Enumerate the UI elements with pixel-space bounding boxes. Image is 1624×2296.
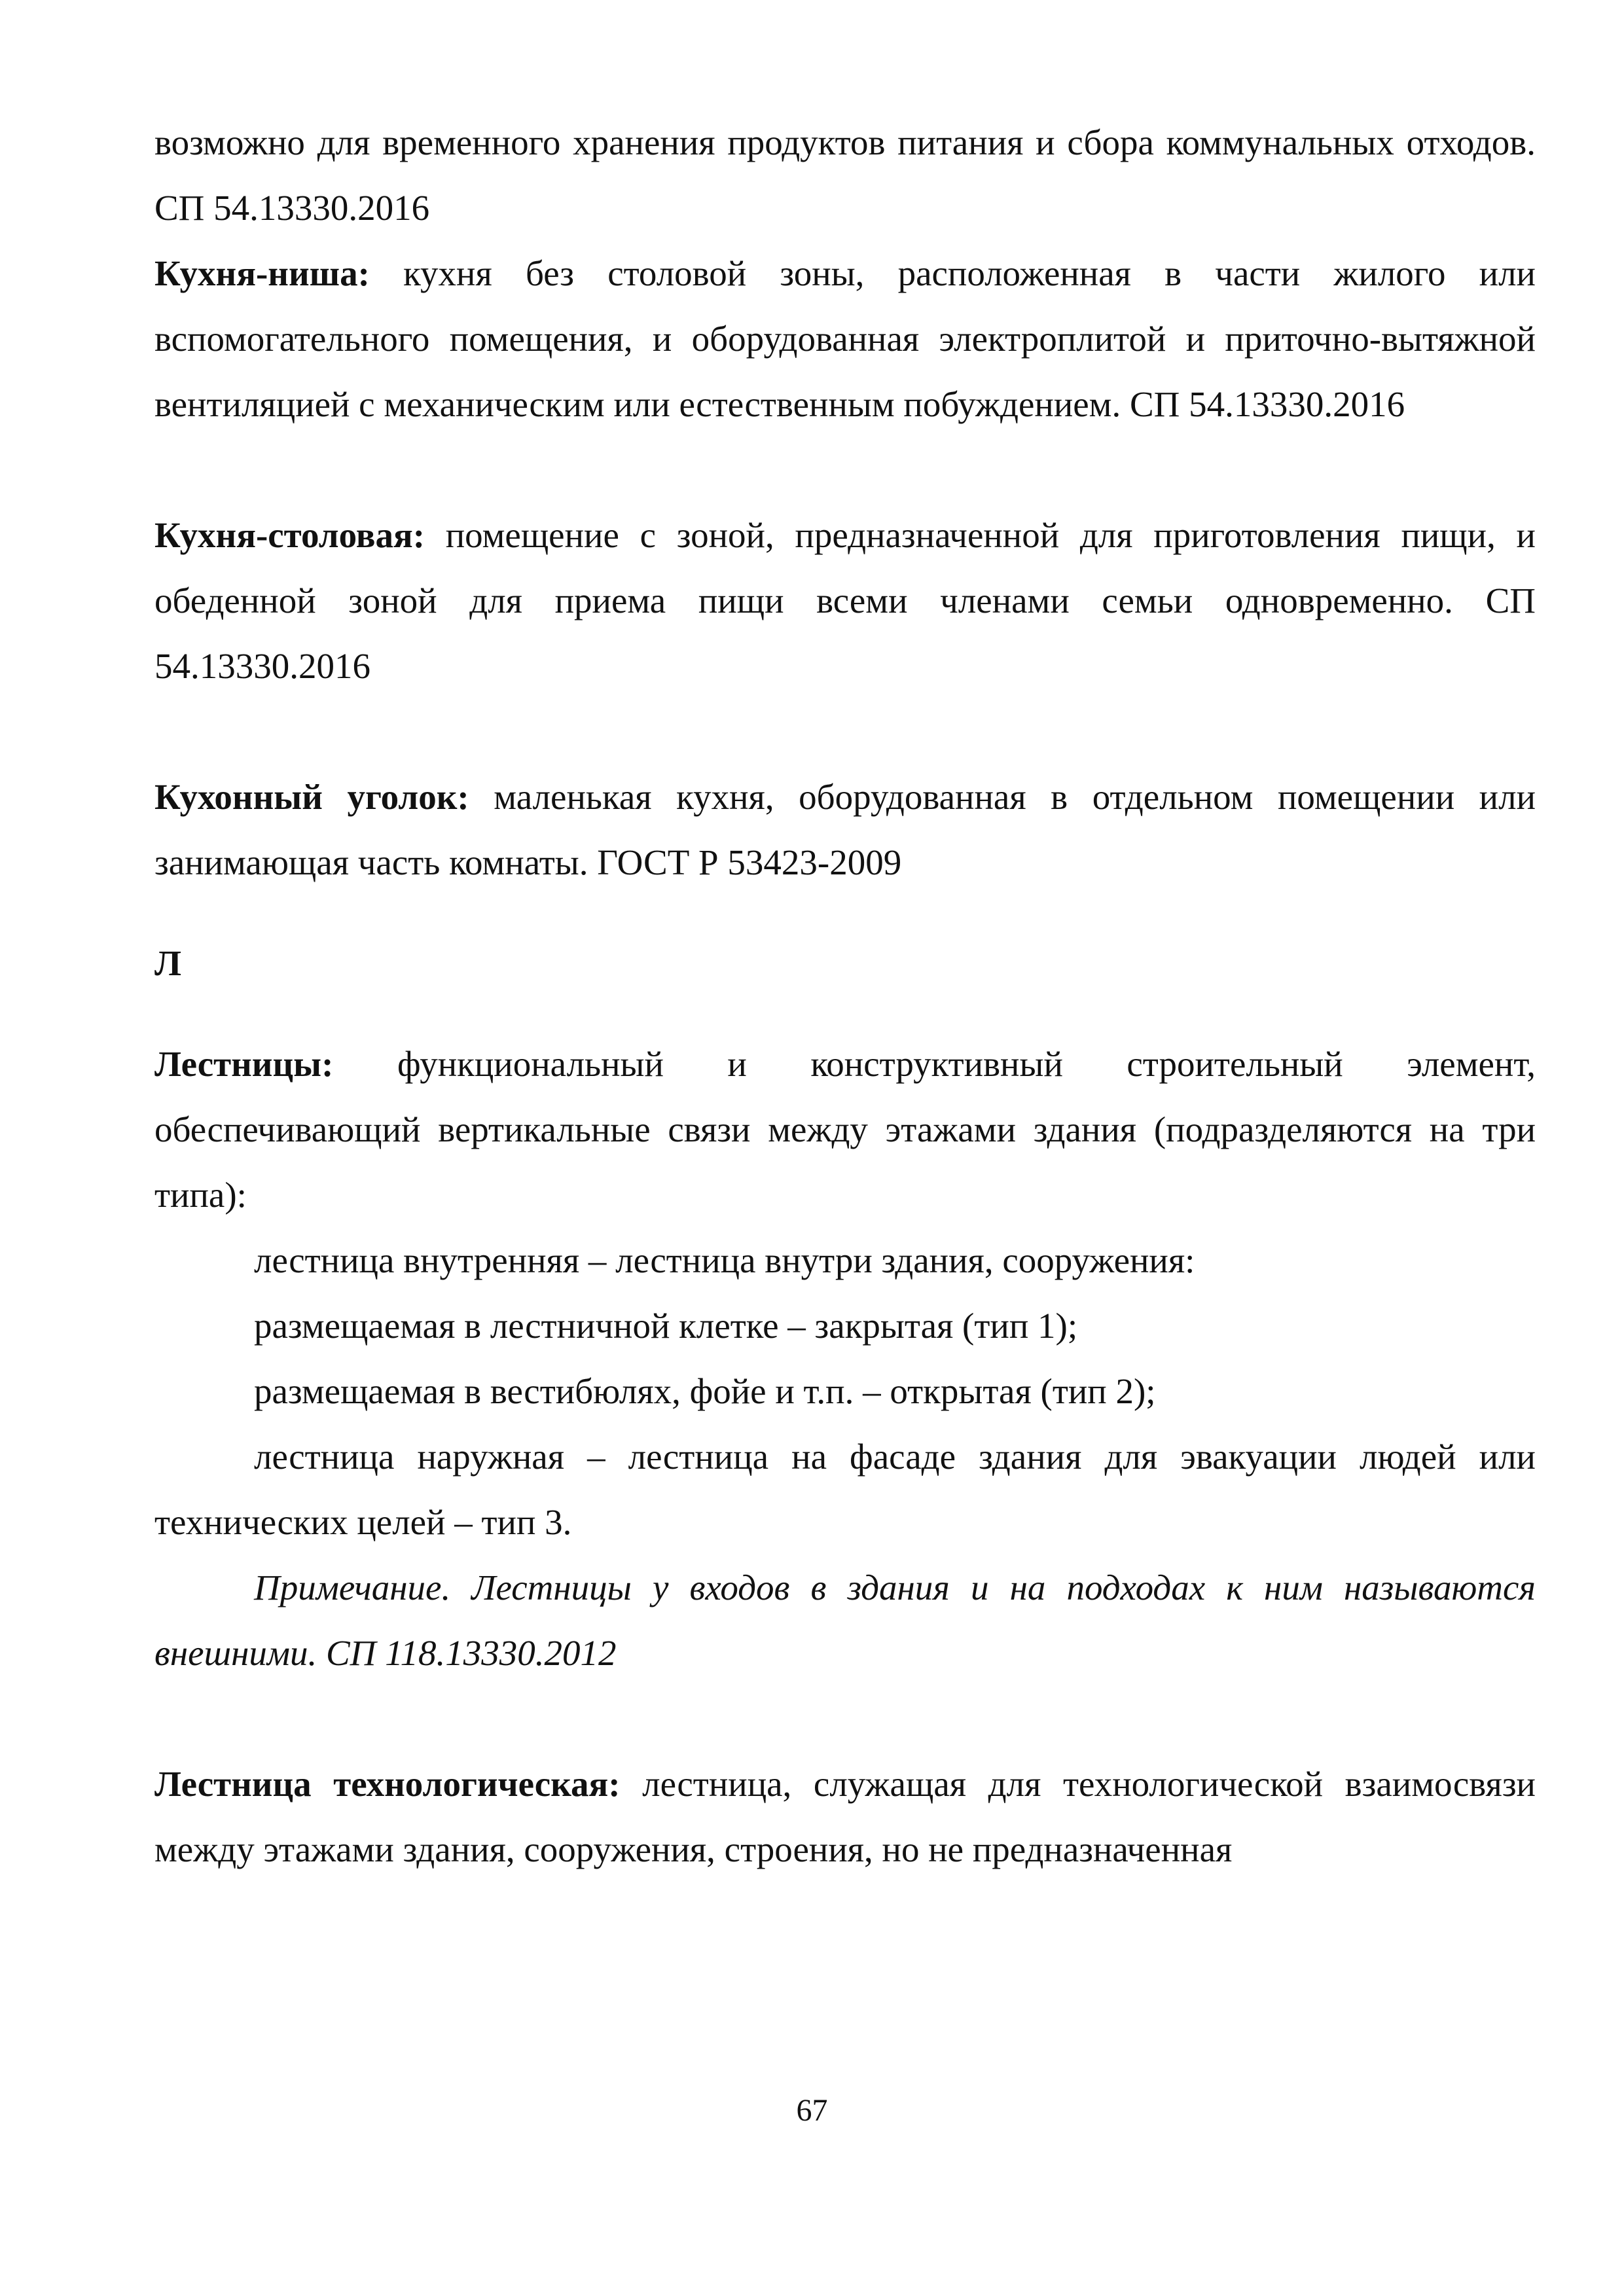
definition-kitchen-corner: маленькая кухня, оборудованная в отдельном помещении или занимающая часть комнаты. ГОСТ Р 53423-2009 — [154, 777, 1536, 882]
spacer — [154, 437, 1536, 503]
definition-kitchen-niche: кухня без столовой зоны, расположенная в части жилого или вспомогательного помещения, и оборудованная электроплитой и приточно-вытяжной вентиляцией с механическим или естественным побуждением. СП 54.13330.2016 — [154, 253, 1536, 424]
definition-stairs: функциональный и конструктивный строительный элемент, обеспечивающий вертикальные связи между этажами здания (подразделяются на три типа): — [154, 1044, 1536, 1215]
section-letter-heading: Л — [154, 943, 181, 983]
entry-stairs — [154, 1031, 1536, 1228]
stairs-list-item: лестница наружная – лестница на фасаде здания для эвакуации людей или технических целей – тип 3. — [154, 1437, 1536, 1542]
stairs-list-item: лестница внутренняя – лестница внутри здания, сооружения: — [254, 1240, 1195, 1280]
spacer — [154, 996, 1536, 1031]
definition-kitchen-dining: помещение с зоной, предназначенной для приготовления пищи, и обеденной зоной для приема пищи всеми членами семьи одновременно. СП 54.13330.2016 — [154, 515, 1536, 686]
entry-kitchen-niche — [154, 241, 1536, 437]
stairs-note: Примечание. Лестницы у входов в здания и на подходах к ним называются внешними. СП 118.13330.2012 — [154, 1568, 1536, 1673]
spacer — [154, 895, 1536, 931]
term-stairs: Лестницы: — [154, 1044, 334, 1084]
continuation-paragraph: возможно для временного хранения продуктов питания и сбора коммунальных отходов. СП 54.13330.2016 — [154, 122, 1536, 228]
term-technological-stairs: Лестница технологическая: — [154, 1764, 621, 1804]
definition-technological-stairs: лестница, служащая для технологической взаимосвязи между этажами здания, сооружения, строения, но не предназначенная — [154, 1764, 1536, 1869]
term-kitchen-niche: Кухня-ниша: — [154, 253, 370, 293]
entry-technological-stairs — [154, 1751, 1536, 1882]
term-kitchen-corner: Кухонный уголок: — [154, 777, 469, 817]
stairs-list-item: размещаемая в вестибюлях, фойе и т.п. – открытая (тип 2); — [254, 1371, 1156, 1411]
spacer — [154, 1686, 1536, 1751]
page-number: 67 — [796, 2093, 828, 2128]
document-page — [154, 110, 1536, 1882]
term-kitchen-dining: Кухня-столовая: — [154, 515, 425, 555]
spacer — [154, 699, 1536, 764]
entry-kitchen-dining — [154, 503, 1536, 699]
entry-kitchen-corner — [154, 764, 1536, 895]
stairs-list-item: размещаемая в лестничной клетке – закрытая (тип 1); — [254, 1306, 1078, 1346]
